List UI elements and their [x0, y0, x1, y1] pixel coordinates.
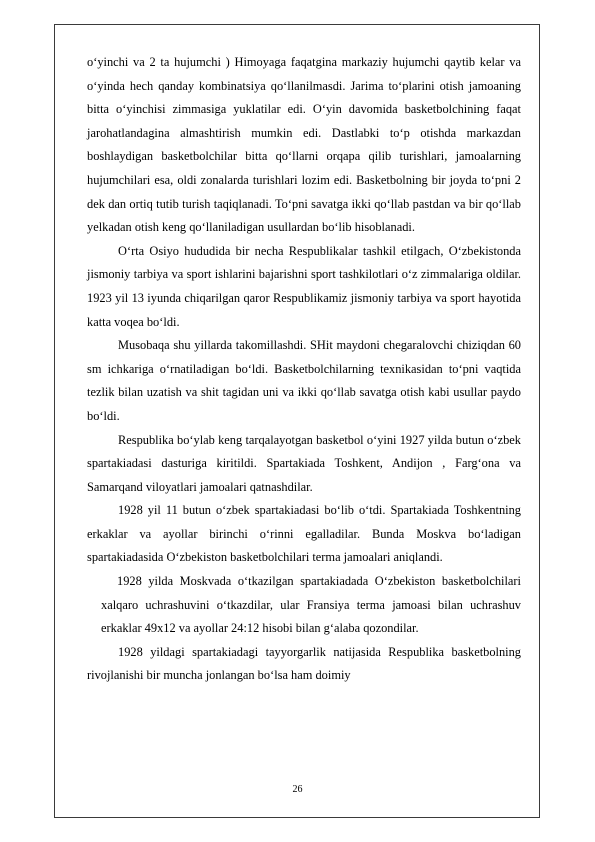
paragraph-spartakiad-1927: Respublika bo‘ylab keng tarqalayotgan basketbol o‘yini 1927 yilda butun o‘zbek spartakiadasi dasturiga kiritildi. Spartakiada Toshkent, Andijon , Farg‘ona va Samarqand viloyatlari jamoalari qatnashdilar.	[87, 432, 521, 494]
paragraph-moscow-1928: 1928 yilda Moskvada o‘tkazilgan spartakiadada O‘zbekiston basketbolchilari xalqaro uchrashuvini o‘tkazdilar, ular Fransiya terma jamoasi bilan uchrashuv erkaklar 49x12 va ayollar 24:12 hisobi bilan g‘alaba qozondilar.	[101, 574, 521, 636]
page-number: 26	[292, 784, 303, 795]
document-body	[87, 51, 521, 688]
paragraph-central-asia: O‘rta Osiyo hududida bir necha Respublikalar tashkil etilgach, O‘zbekistonda jismoniy tarbiya va sport ishlarini bajarishni sport tashkilotlari o‘z zimmalariga oldilar. 1923 yil 13 iyunda chiqarilgan qaror Respublikamiz jismoniy tarbiya va sport hayotida katta voqea bo‘ldi.	[87, 243, 521, 329]
paragraph-rules-of-game: o‘yinchi va 2 ta hujumchi ) Himoyaga faqatgina markaziy hujumchi qaytib kelar va o‘yinda hech qanday kombinatsiya qo‘llanilmasdi. Jarima to‘plarini otish jamoaning bitta o‘yinchisi zimmasiga yuklatilar edi. O‘yin davomida basketbolchining faqat jarohatlandagina almashtirish mumkin edi. Dastlabki to‘p otishda markazdan boshlaydigan basketbolchilar bitta qo‘llarni orqapa qilib turishlari, jamoalarning hujumchilari esa, oldi zonalarda turishlari lozim edi. Basketbolning bir joyda to‘pni 2 dek dan ortiq tutib turish taqiqlanadi. To‘pni savatga ikki qo‘llab pastdan va bir qo‘llab yelkadan otish keng qo‘llaniladigan usullardan bo‘lib hisoblanadi.	[87, 55, 521, 235]
paragraph-preparation-1928: 1928 yildagi spartakiadagi tayyorgarlik natijasida Respublika basketbolning rivojlanishi bir muncha jonlangan bo‘lsa ham doimiy	[87, 644, 521, 683]
paragraph-spartakiad-1928: 1928 yil 11 butun o‘zbek spartakiadasi bo‘lib o‘tdi. Spartakiada Toshkentning erkaklar va ayollar birinchi o‘rinni egalladilar. Bunda Moskva bo‘ladigan spartakiadasida O‘zbekiston basketbolchilari terma jamoalari aniqlandi.	[87, 503, 521, 565]
paragraph-competition-improved: Musobaqa shu yillarda takomillashdi. SHit maydoni chegaralovchi chiziqdan 60 sm ichkariga o‘rnatiladigan bo‘ldi. Basketbolchilarning texnikasidan to‘pni vaqtida tezlik bilan uzatish va shit tagidan uni va ikki qo‘llab savatga otish kabi usullar paydo bo‘ldi.	[87, 338, 521, 423]
